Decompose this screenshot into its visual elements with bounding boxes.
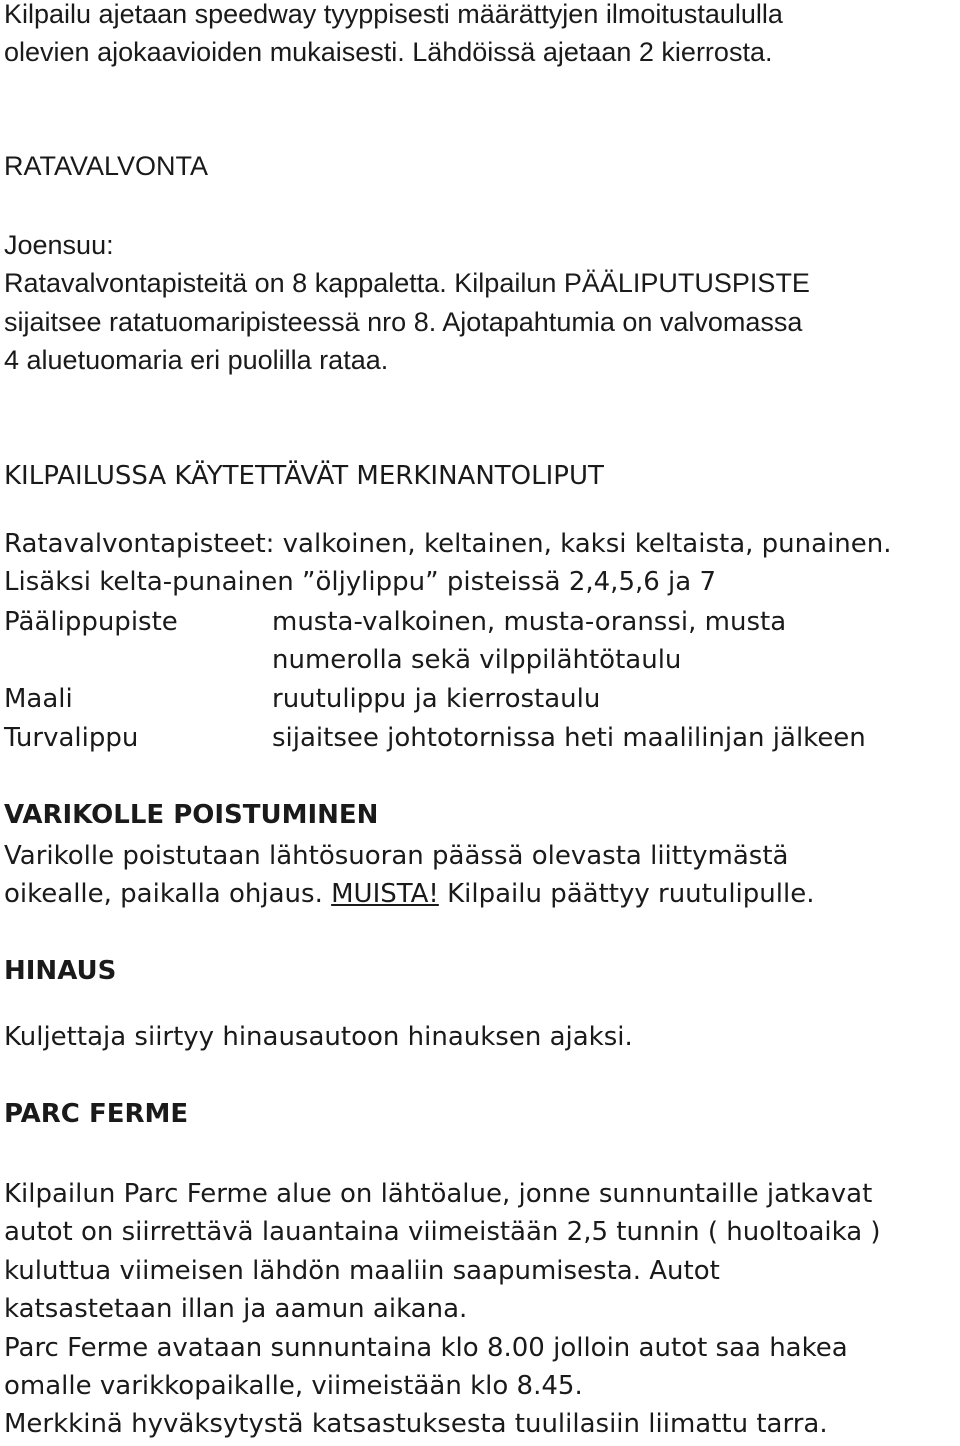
varikolle-line-2 <box>4 878 814 910</box>
parc-ferme-line-4: katsastetaan illan ja aamun aikana. <box>4 1294 468 1324</box>
flag-row-label: Turvalippu <box>4 723 139 753</box>
muista-link[interactable]: MUISTA! <box>331 879 439 909</box>
parc-ferme-line-3: kuluttua viimeisen lähdön maaliin saapumisesta. Autot <box>4 1256 720 1286</box>
varikolle-line-2-start: oikealle, paikalla ohjaus. <box>4 879 332 909</box>
flag-row-label: Maali <box>4 684 73 714</box>
intro-line-2: olevien ajokaavioiden mukaisesti. Lähdöissä ajetaan 2 kierrosta. <box>4 37 773 67</box>
ratavalvonta-line-3: sijaitsee ratatuomaripisteessä nro 8. Ajotapahtumia on valvomassa <box>4 307 803 337</box>
merkinantoliput-line-1: Ratavalvontapisteet: valkoinen, keltainen, kaksi keltaista, punainen. <box>4 529 892 559</box>
varikolle-heading: VARIKOLLE POISTUMINEN <box>4 800 379 830</box>
ratavalvonta-line-1: Joensuu: <box>4 230 114 260</box>
ratavalvonta-heading: RATAVALVONTA <box>4 151 209 181</box>
varikolle-line-1: Varikolle poistutaan lähtösuoran päässä olevasta liittymästä <box>4 841 789 871</box>
flag-row-value: numerolla sekä vilppilähtötaulu <box>272 645 682 675</box>
varikolle-line-2-end: Kilpailu päättyy ruutulipulle. <box>438 879 815 909</box>
flag-row-value: ruutulippu ja kierrostaulu <box>272 684 601 714</box>
parc-ferme-line-6: omalle varikkopaikalle, viimeistään klo 8.45. <box>4 1371 583 1401</box>
parc-ferme-line-5: Parc Ferme avataan sunnuntaina klo 8.00 jolloin autot saa hakea <box>4 1333 848 1363</box>
parc-ferme-line-1: Kilpailun Parc Ferme alue on lähtöalue, jonne sunnuntaille jatkavat <box>4 1179 873 1209</box>
merkinantoliput-heading: KILPAILUSSA KÄYTETTÄVÄT MERKINANTOLIPUT <box>4 461 604 491</box>
parc-ferme-heading: PARC FERME <box>4 1099 189 1129</box>
flag-row-value: musta-valkoinen, musta-oranssi, musta <box>272 607 787 637</box>
intro-line-1: Kilpailu ajetaan speedway tyyppisesti määrättyjen ilmoitustaululla <box>4 0 783 29</box>
parc-ferme-line-2: autot on siirrettävä lauantaina viimeistään 2,5 tunnin ( huoltoaika ) <box>4 1217 881 1247</box>
flag-row-value: sijaitsee johtotornissa heti maalilinjan jälkeen <box>272 723 866 753</box>
merkinantoliput-line-2: Lisäksi kelta-punainen ”öljylippu” pisteissä 2,4,5,6 ja 7 <box>4 567 717 597</box>
hinaus-line-1: Kuljettaja siirtyy hinausautoon hinauksen ajaksi. <box>4 1022 633 1052</box>
ratavalvonta-line-4: 4 aluetuomaria eri puolilla rataa. <box>4 345 389 375</box>
parc-ferme-line-7: Merkkinä hyväksytystä katsastuksesta tuulilasiin liimattu tarra. <box>4 1409 828 1439</box>
ratavalvonta-line-2: Ratavalvontapisteitä on 8 kappaletta. Kilpailun PÄÄLIPUTUSPISTE <box>4 268 810 298</box>
flag-row-label: Päälippupiste <box>4 607 178 637</box>
hinaus-heading: HINAUS <box>4 956 117 986</box>
